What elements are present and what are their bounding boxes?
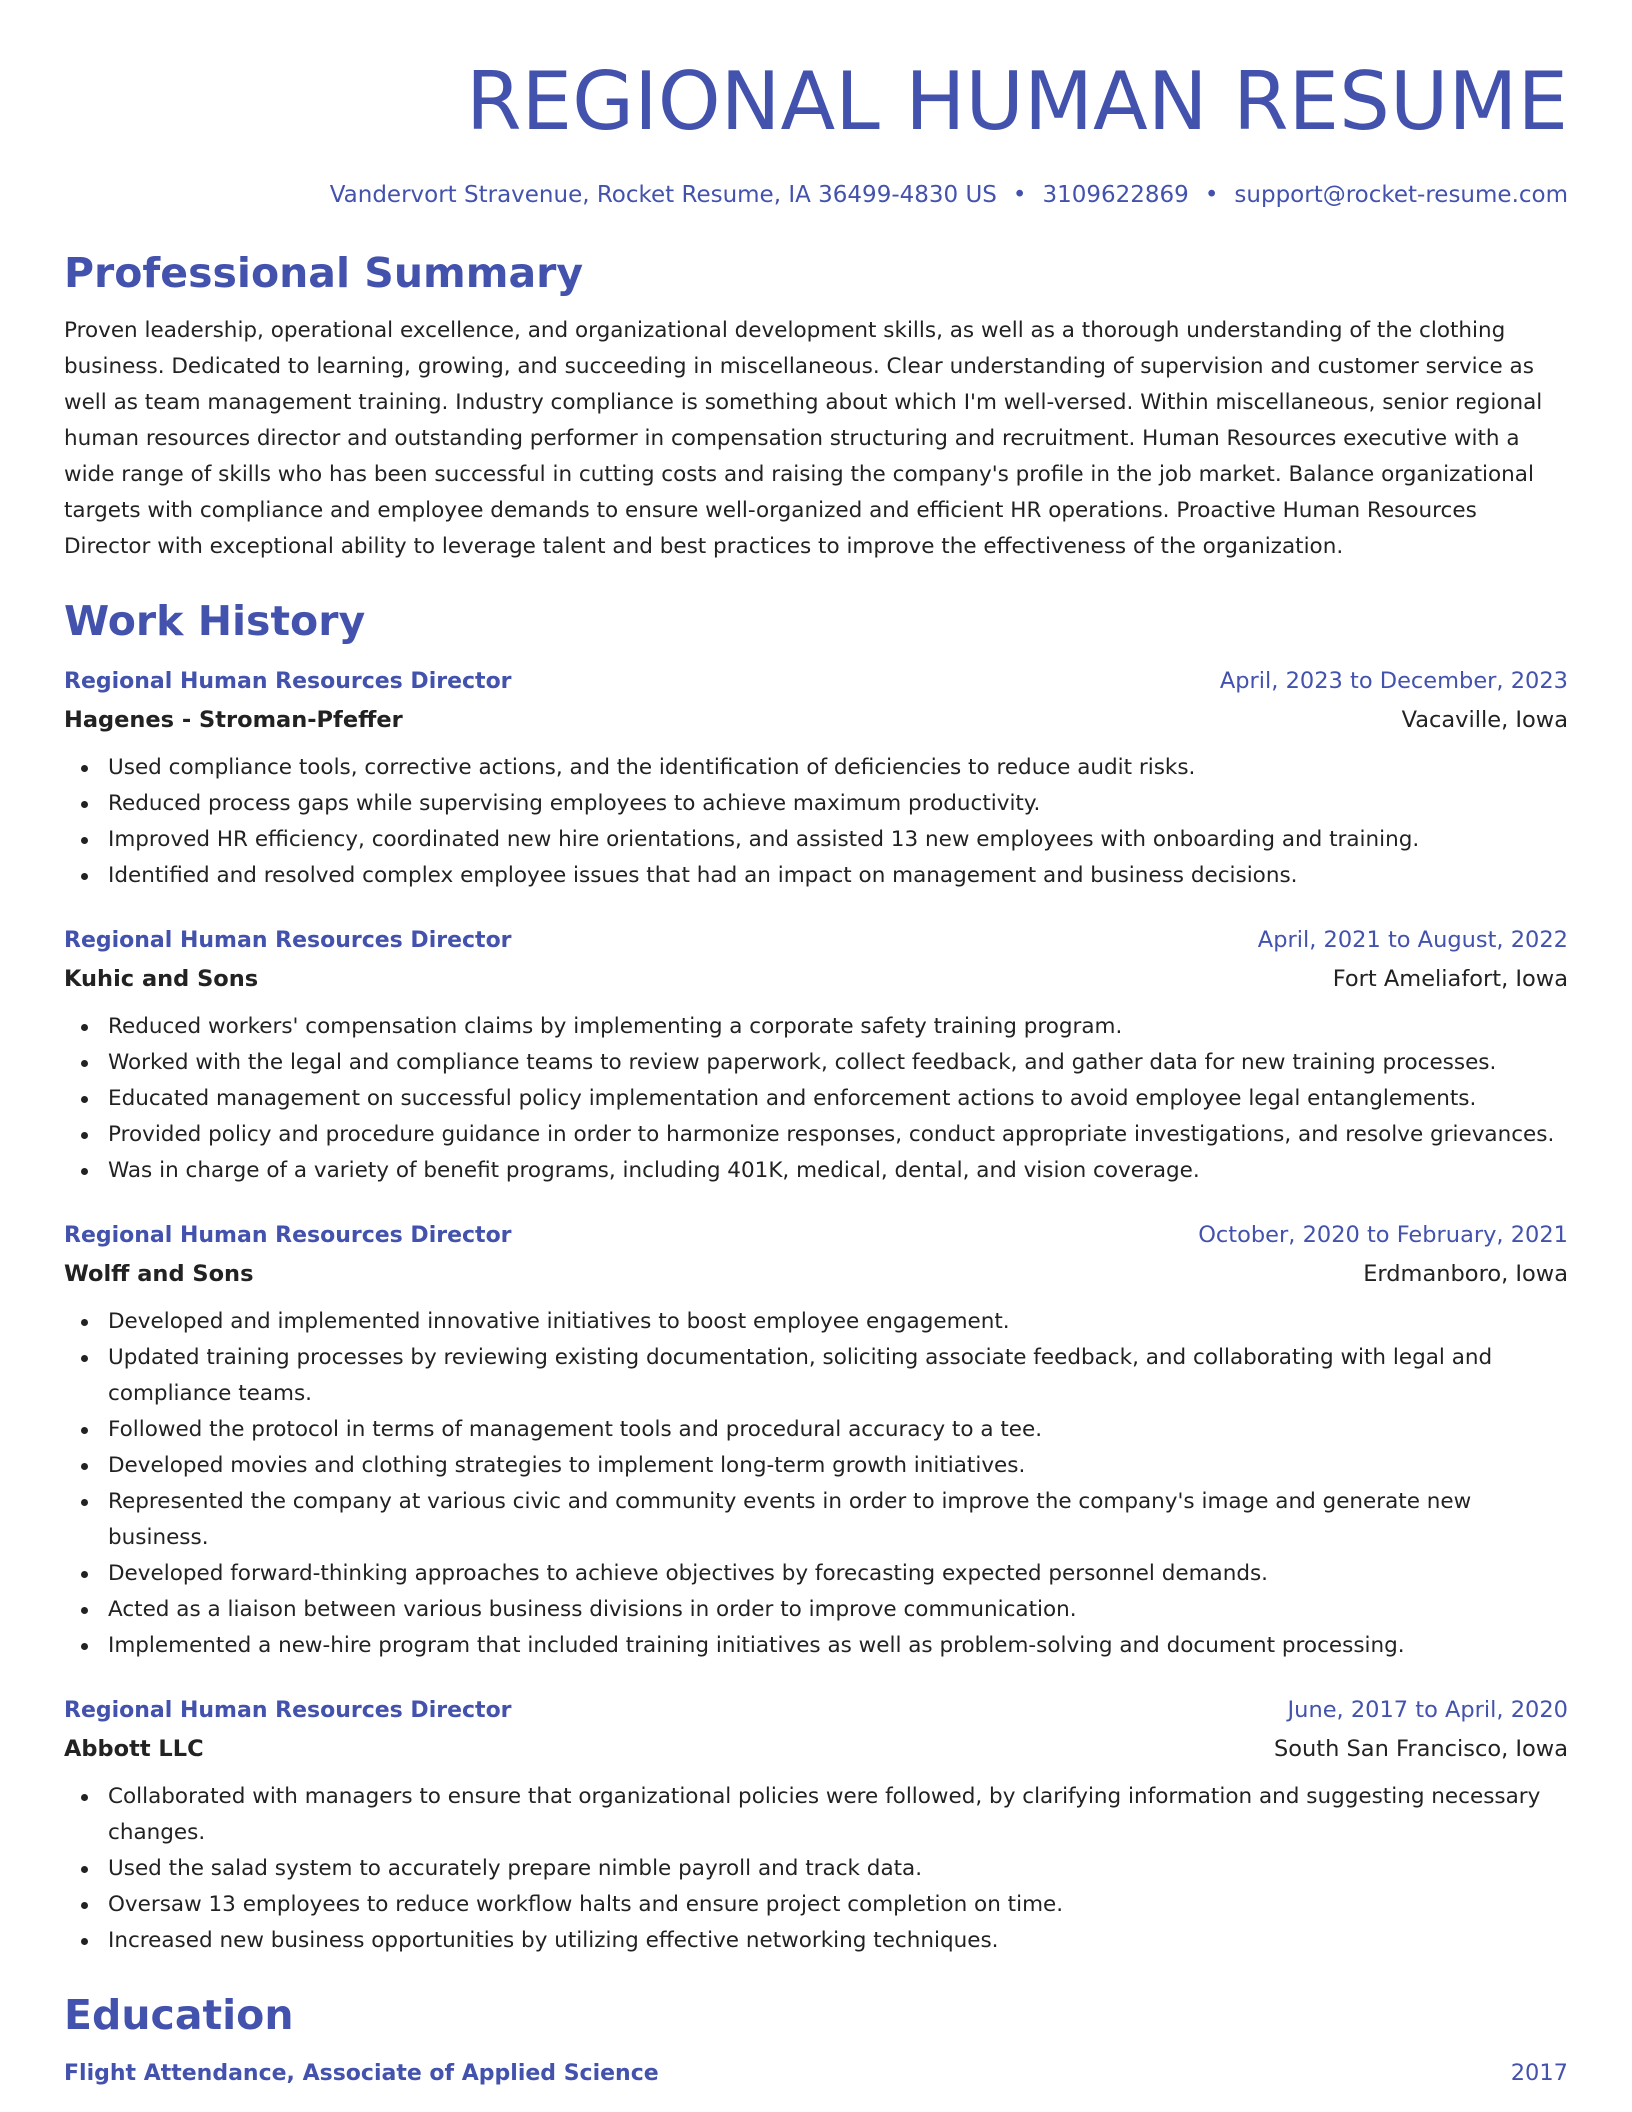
summary-text: Proven leadership, operational excellence, and organizational development skills, as well as a thorough understanding of the clothing business. Dedicated to learning, growing, and succeeding in miscellaneous. Clear understanding of supervision and customer service as well as team management training. Industry compliance is something about which I'm well-versed. Within miscellaneous, senior regional human resources director and outstanding performer in compensation structuring and recruitment. Human Resources executive with a wide range of skills who has been successful in cutting costs and raising the company's profile in the job market. Balance organizational targets with compliance and employee demands to ensure well-organized and efficient HR operations. Proactive Human Resources Director with exceptional ability to leverage talent and best practices to improve the effectiveness of the organization. bbox=[64, 318, 1543, 559]
job-location: Fort Ameliafort, Iowa bbox=[1332, 966, 1568, 992]
job-bullet: Implemented a new-hire program that included training initiatives as well as problem-solving and document processing. bbox=[108, 1628, 1568, 1664]
job-bullet: Provided policy and procedure guidance in order to harmonize responses, conduct appropriate investigations, and resolve grievances. bbox=[108, 1117, 1568, 1153]
job-title: Regional Human Resources Director bbox=[64, 928, 512, 953]
job-bullet: Worked with the legal and compliance teams to review paperwork, collect feedback, and gather data for new training processes. bbox=[108, 1045, 1568, 1081]
education-entry bbox=[64, 2055, 1568, 2092]
job-bullet-list bbox=[64, 1779, 1568, 1959]
resume-name: REGIONAL HUMAN RESUME bbox=[465, 55, 1568, 148]
job-title: Regional Human Resources Director bbox=[64, 1223, 512, 1248]
job-dates: October, 2020 to February, 2021 bbox=[1198, 1222, 1568, 1248]
job-dates: June, 2017 to April, 2020 bbox=[1287, 1697, 1568, 1723]
job-bullet-list bbox=[64, 1009, 1568, 1189]
job-company: Wolff and Sons bbox=[64, 1261, 254, 1287]
contact-phone: 3109622869 bbox=[1042, 182, 1189, 208]
job-bullet: Used the salad system to accurately prepare nimble payroll and track data. bbox=[108, 1851, 1568, 1887]
job-bullet: Increased new business opportunities by utilizing effective networking techniques. bbox=[108, 1923, 1568, 1959]
job-bullet: Identified and resolved complex employee issues that had an impact on management and business decisions. bbox=[108, 858, 1568, 894]
job-location: South San Francisco, Iowa bbox=[1273, 1736, 1568, 1762]
job-title: Regional Human Resources Director bbox=[64, 669, 512, 694]
job-bullet: Developed movies and clothing strategies to implement long-term growth initiatives. bbox=[108, 1448, 1568, 1484]
job-bullet: Updated training processes by reviewing existing documentation, soliciting associate feedback, and collaborating with legal and compliance teams. bbox=[108, 1340, 1568, 1412]
contact-email: support@rocket-resume.com bbox=[1234, 182, 1568, 208]
contact-address: Vandervort Stravenue, Rocket Resume, IA 36499-4830 US bbox=[329, 182, 997, 208]
job-bullet-list bbox=[64, 1304, 1568, 1664]
job-company-row bbox=[64, 959, 1568, 999]
job-title: Regional Human Resources Director bbox=[64, 1698, 512, 1723]
education-year: 2017 bbox=[1510, 2060, 1568, 2086]
section-title-education: Education bbox=[64, 1991, 294, 2039]
job-bullet: Reduced process gaps while supervising employees to achieve maximum productivity. bbox=[108, 786, 1568, 822]
job-location: Erdmanboro, Iowa bbox=[1363, 1261, 1568, 1287]
job-bullet: Educated management on successful policy implementation and enforcement actions to avoid employee legal entanglements. bbox=[108, 1081, 1568, 1117]
job-header-row bbox=[64, 663, 1568, 700]
job-company-row bbox=[64, 700, 1568, 740]
job-company: Abbott LLC bbox=[64, 1736, 204, 1762]
job-dates: April, 2023 to December, 2023 bbox=[1219, 668, 1568, 694]
job-company-row bbox=[64, 1254, 1568, 1294]
job-location: Vacaville, Iowa bbox=[1401, 707, 1568, 733]
education-degree: Flight Attendance, Associate of Applied Science bbox=[64, 2061, 659, 2086]
contact-separator: • bbox=[1012, 182, 1027, 208]
job-bullet: Collaborated with managers to ensure that organizational policies were followed, by clarifying information and suggesting necessary changes. bbox=[108, 1779, 1568, 1851]
job-company-row bbox=[64, 1729, 1568, 1769]
job-bullet: Improved HR efficiency, coordinated new hire orientations, and assisted 13 new employees with onboarding and training. bbox=[108, 822, 1568, 858]
section-title-summary: Professional Summary bbox=[64, 249, 584, 297]
job-bullet: Followed the protocol in terms of management tools and procedural accuracy to a tee. bbox=[108, 1412, 1568, 1448]
job-company: Kuhic and Sons bbox=[64, 966, 259, 992]
job-entry bbox=[64, 922, 1568, 1189]
section-title-work-history: Work History bbox=[64, 597, 366, 645]
job-bullet: Acted as a liaison between various business divisions in order to improve communication. bbox=[108, 1592, 1568, 1628]
job-bullet: Was in charge of a variety of benefit programs, including 401K, medical, dental, and vision coverage. bbox=[108, 1153, 1568, 1189]
job-bullet: Represented the company at various civic and community events in order to improve the company's image and generate new business. bbox=[108, 1484, 1568, 1556]
job-dates: April, 2021 to August, 2022 bbox=[1257, 927, 1568, 953]
work-history-list bbox=[64, 663, 1568, 1959]
job-header-row bbox=[64, 1217, 1568, 1254]
job-entry bbox=[64, 1692, 1568, 1959]
job-entry bbox=[64, 1217, 1568, 1664]
job-bullet: Developed and implemented innovative initiatives to boost employee engagement. bbox=[108, 1304, 1568, 1340]
education-list bbox=[64, 2055, 1568, 2092]
job-header-row bbox=[64, 922, 1568, 959]
job-bullet-list bbox=[64, 750, 1568, 894]
job-entry bbox=[64, 663, 1568, 894]
job-company: Hagenes - Stroman-Pfeffer bbox=[64, 707, 403, 733]
job-bullet: Used compliance tools, corrective actions, and the identification of deficiencies to reduce audit risks. bbox=[108, 750, 1568, 786]
contact-separator: • bbox=[1204, 182, 1219, 208]
job-bullet: Reduced workers' compensation claims by implementing a corporate safety training program. bbox=[108, 1009, 1568, 1045]
contact-line bbox=[64, 179, 1568, 211]
job-header-row bbox=[64, 1692, 1568, 1729]
job-bullet: Oversaw 13 employees to reduce workflow halts and ensure project completion on time. bbox=[108, 1887, 1568, 1923]
job-bullet: Developed forward-thinking approaches to achieve objectives by forecasting expected personnel demands. bbox=[108, 1556, 1568, 1592]
